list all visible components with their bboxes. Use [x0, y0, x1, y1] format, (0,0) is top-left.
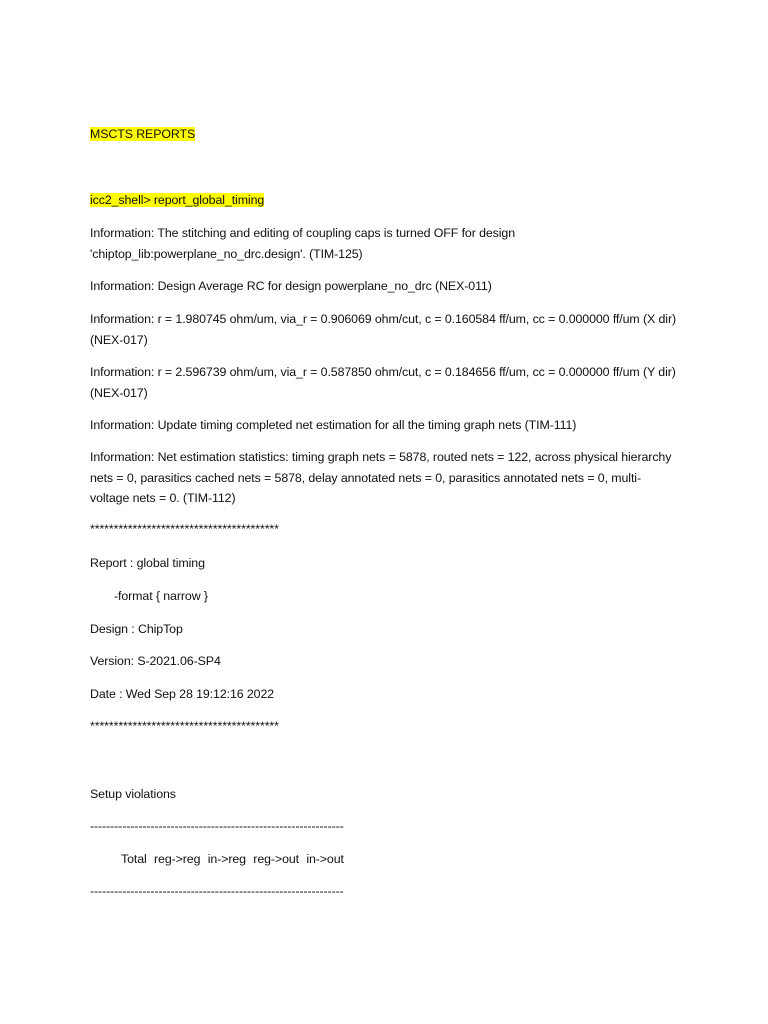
design-line: Design : ChipTop [90, 622, 183, 636]
command-line [90, 190, 264, 210]
separator-stars-top: **************************************** [90, 522, 279, 536]
format-line: -format { narrow } [114, 589, 208, 603]
info-paragraph-2: Information: Design Average RC for design powerplane_no_drc (NEX-011) [90, 279, 492, 293]
table-header-row: Total reg->reg in->reg reg->out in->out [121, 852, 344, 866]
separator-dashes-bottom: --------------------------------------------------------------- [90, 884, 344, 898]
report-heading-text: MSCTS REPORTS [90, 127, 196, 141]
info-paragraph-3: Information: r = 1.980745 ohm/um, via_r = 0.906069 ohm/cut, c = 0.160584 ff/um, cc = 0.000000 ff/um (X dir) (NEX-017) [90, 312, 677, 347]
separator-dashes-top: --------------------------------------------------------------- [90, 819, 344, 833]
info-paragraph-1: Information: The stitching and editing of coupling caps is turned OFF for design 'chiptop_lib:powerplane_no_drc.design'. (TIM-125) [90, 226, 515, 261]
version-line: Version: S-2021.06-SP4 [90, 654, 221, 668]
info-paragraph-6: Information: Net estimation statistics: timing graph nets = 5878, routed nets = 122, across physical hierarchy nets = 0, parasitics cached nets = 5878, delay annotated nets = 0, parasitics annotated nets = 0, multi-voltage nets = 0. (TIM-112) [90, 450, 672, 505]
date-line: Date : Wed Sep 28 19:12:16 2022 [90, 687, 275, 701]
info-paragraph-5: Information: Update timing completed net estimation for all the timing graph nets (TIM-111) [90, 418, 577, 432]
report-line: Report : global timing [90, 556, 205, 570]
section-title: Setup violations [90, 787, 176, 801]
command-line-text: icc2_shell> report_global_timing [90, 193, 265, 207]
info-paragraph-4: Information: r = 2.596739 ohm/um, via_r = 0.587850 ohm/cut, c = 0.184656 ff/um, cc = 0.000000 ff/um (Y dir) (NEX-017) [90, 365, 676, 400]
separator-stars-bottom: **************************************** [90, 719, 279, 733]
report-heading [90, 124, 195, 144]
